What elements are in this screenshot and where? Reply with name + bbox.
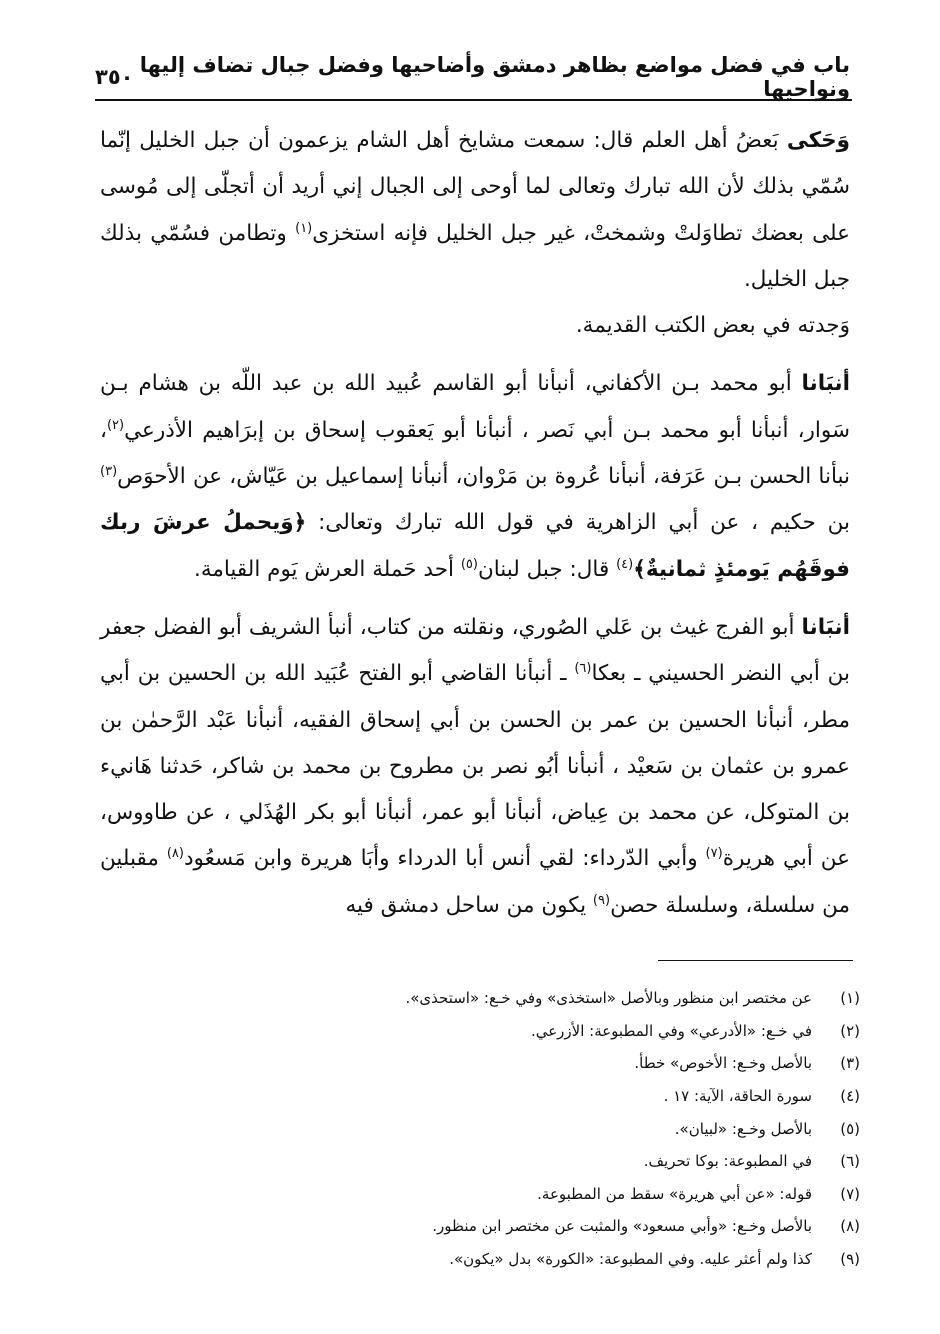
- running-header: [95, 55, 850, 99]
- footnote-text: قوله: «عن أبي هريرة» سقط من المطبوعة.: [537, 1184, 812, 1203]
- header-rule: [95, 99, 852, 101]
- footnote-number: (٣): [840, 1054, 860, 1073]
- footnote-item: [100, 1080, 860, 1113]
- footnote-ref[interactable]: (١): [295, 220, 313, 236]
- quran-verse: ﴿وَيحملُ عرشَ ربك فوقَهُم يَومئذٍ ثمانيةٌ﴾: [100, 510, 850, 582]
- text-segment: وأبي الدّرداء: لقي أنس أبا الدرداء وأبَا هريرة وابن مَسعُود: [183, 846, 698, 872]
- footnote-text: في خـع: «الأدرعي» وفي المطبوعة: الأزرعي.: [530, 1021, 812, 1040]
- footnote-text: سورة الحاقة، الآية: ١٧ .: [663, 1087, 812, 1106]
- lead-word: أنبَانا: [801, 371, 850, 397]
- paragraph-1: [100, 118, 850, 303]
- text-segment: ، نبأنا الحسن بـن عَرَفة، أنبأنا عُروة بن مَرْوان، أنبأنا إسماعيل بن عَيّاش، عن الأحوَص: [100, 417, 850, 490]
- footnote-number: (٢): [840, 1021, 860, 1040]
- footnote-item: [100, 1015, 860, 1048]
- text-segment: وتطامن فسُمّي بذلك جبل الخليل.: [100, 220, 850, 292]
- footnote-item: [100, 1178, 860, 1211]
- text-segment: بَعضُ أهل العلم قال: سمعت مشايخ أهل الشام يزعمون أن جبل الخليل إنّما سُمّي بذلك لأن الله تبارك وتعالى لما أوحى إلى الجبال إني أريد أن أتجلّى إلى مُوسى على بعضك تطاوَلتْ وشمختْ، غير جبل الخليل فإنه استخزى: [100, 128, 850, 246]
- footnote-text: بالأصل وخـع: الأخوص» خطأ.: [634, 1054, 812, 1073]
- text-segment: أبو الفرج غيث بن عَلي الصُوري، ونقلته من كتاب، أنبأ الشريف أبو الفضل جعفر بن أبي النضر الحسيني ـ بعكا: [100, 614, 850, 687]
- footnote-text: كذا ولم أعثر عليه. وفي المطبوعة: «الكورة» بدل «يكون».: [449, 1250, 812, 1269]
- footnote-number: (٨): [840, 1217, 860, 1236]
- footnote-ref[interactable]: (٩): [592, 892, 611, 908]
- footnote-item: [100, 1112, 860, 1145]
- footnote-ref[interactable]: (٨): [166, 846, 184, 862]
- text-segment: قال: جبل لبنان: [477, 556, 610, 582]
- footnote-ref[interactable]: (٣): [100, 463, 118, 479]
- footnote-number: (٩): [840, 1250, 860, 1269]
- footnote-item: [100, 1210, 860, 1243]
- footnote-rule: [658, 960, 853, 961]
- footnotes: [100, 982, 860, 1275]
- text-segment: بن حكيم ، عن أبي الزاهرية في قول الله تبارك وتعالى:: [318, 510, 850, 536]
- text-segment: أحد حَملة العرش يَوم القيامة.: [193, 556, 454, 582]
- footnote-ref[interactable]: (٤): [616, 556, 634, 572]
- text-segment: مقبلين من سلسلة، وسلسلة حصن: [100, 846, 850, 918]
- text-segment: أبو محمد بـن الأكفاني، أنبأنا أبو القاسم عُبيد الله بن عبد اللّه بن هشام بـن سَوار، أنبأنا أبو محمد بـن أبي نَصر ، أنبأنا أبو يَعقوب إسحاق بن إبرَاهيم الأذرعي: [100, 371, 850, 443]
- footnote-item: [100, 1047, 860, 1080]
- footnote-item: [100, 1243, 860, 1276]
- page-number: ٣٥٠: [95, 65, 134, 89]
- footnote-number: (١): [840, 989, 860, 1008]
- footnote-number: (٤): [840, 1087, 860, 1106]
- footnote-ref[interactable]: (٧): [705, 846, 723, 862]
- footnote-text: بالأصل وخـع: «لبيان».: [674, 1119, 812, 1138]
- footnote-item: [100, 1145, 860, 1178]
- footnote-ref[interactable]: (٥): [460, 556, 478, 572]
- text-segment: يكون من ساحل دمشق فيه: [345, 892, 587, 918]
- lead-word: وَحَكى: [786, 128, 850, 153]
- paragraph-3: [100, 361, 850, 592]
- footnote-number: (٧): [840, 1184, 860, 1203]
- footnote-text: بالأصل وخـع: «وأبي مسعود» والمثبت عن مختصر ابن منظور.: [432, 1217, 812, 1236]
- lead-word: أنبَانا: [801, 614, 850, 640]
- footnote-item: [100, 982, 860, 1015]
- text-segment: ـ أنبأنا القاضي أبو الفتح عُبَيد الله بن الحسين بن أبي مطر، أنبأنا الحسين بن عمر بن الحسن بن أبي إسحاق الفقيه، أنبأنا عَبْد الرَّحمٰن بن عمرو بن عثمان بن سَعيْد ، أنبأنا أبُو نصر بن مطروح بن محمد بن شاكر، حَدثنا هَانيء بن المتوكل، عن محمد بن عِياض، أنبأنا أبو عمر، أنبأنا أبو بكر الهُذَلي ، عن طاووس، عن أبي هريرة: [100, 661, 850, 872]
- footnote-number: (٦): [840, 1152, 860, 1171]
- footnote-ref[interactable]: (٦): [574, 661, 592, 677]
- footnote-text: في المطبوعة: بوكا تحريف.: [643, 1152, 812, 1171]
- main-text: [100, 118, 850, 929]
- footnote-number: (٥): [840, 1119, 860, 1138]
- footnote-ref[interactable]: (٢): [106, 417, 125, 433]
- paragraph-2: وَجدته في بعض الكتب القديمة.: [575, 313, 850, 339]
- paragraph-4: [100, 605, 850, 929]
- footnote-text: عن مختصر ابن منظور وبالأصل «استخذى» وفي خـع: «استحذى».: [405, 989, 812, 1008]
- running-title: باب في فضل مواضع بظاهر دمشق وأضاحيها وفضل جبال تضاف إليها ونواحيها: [139, 53, 850, 101]
